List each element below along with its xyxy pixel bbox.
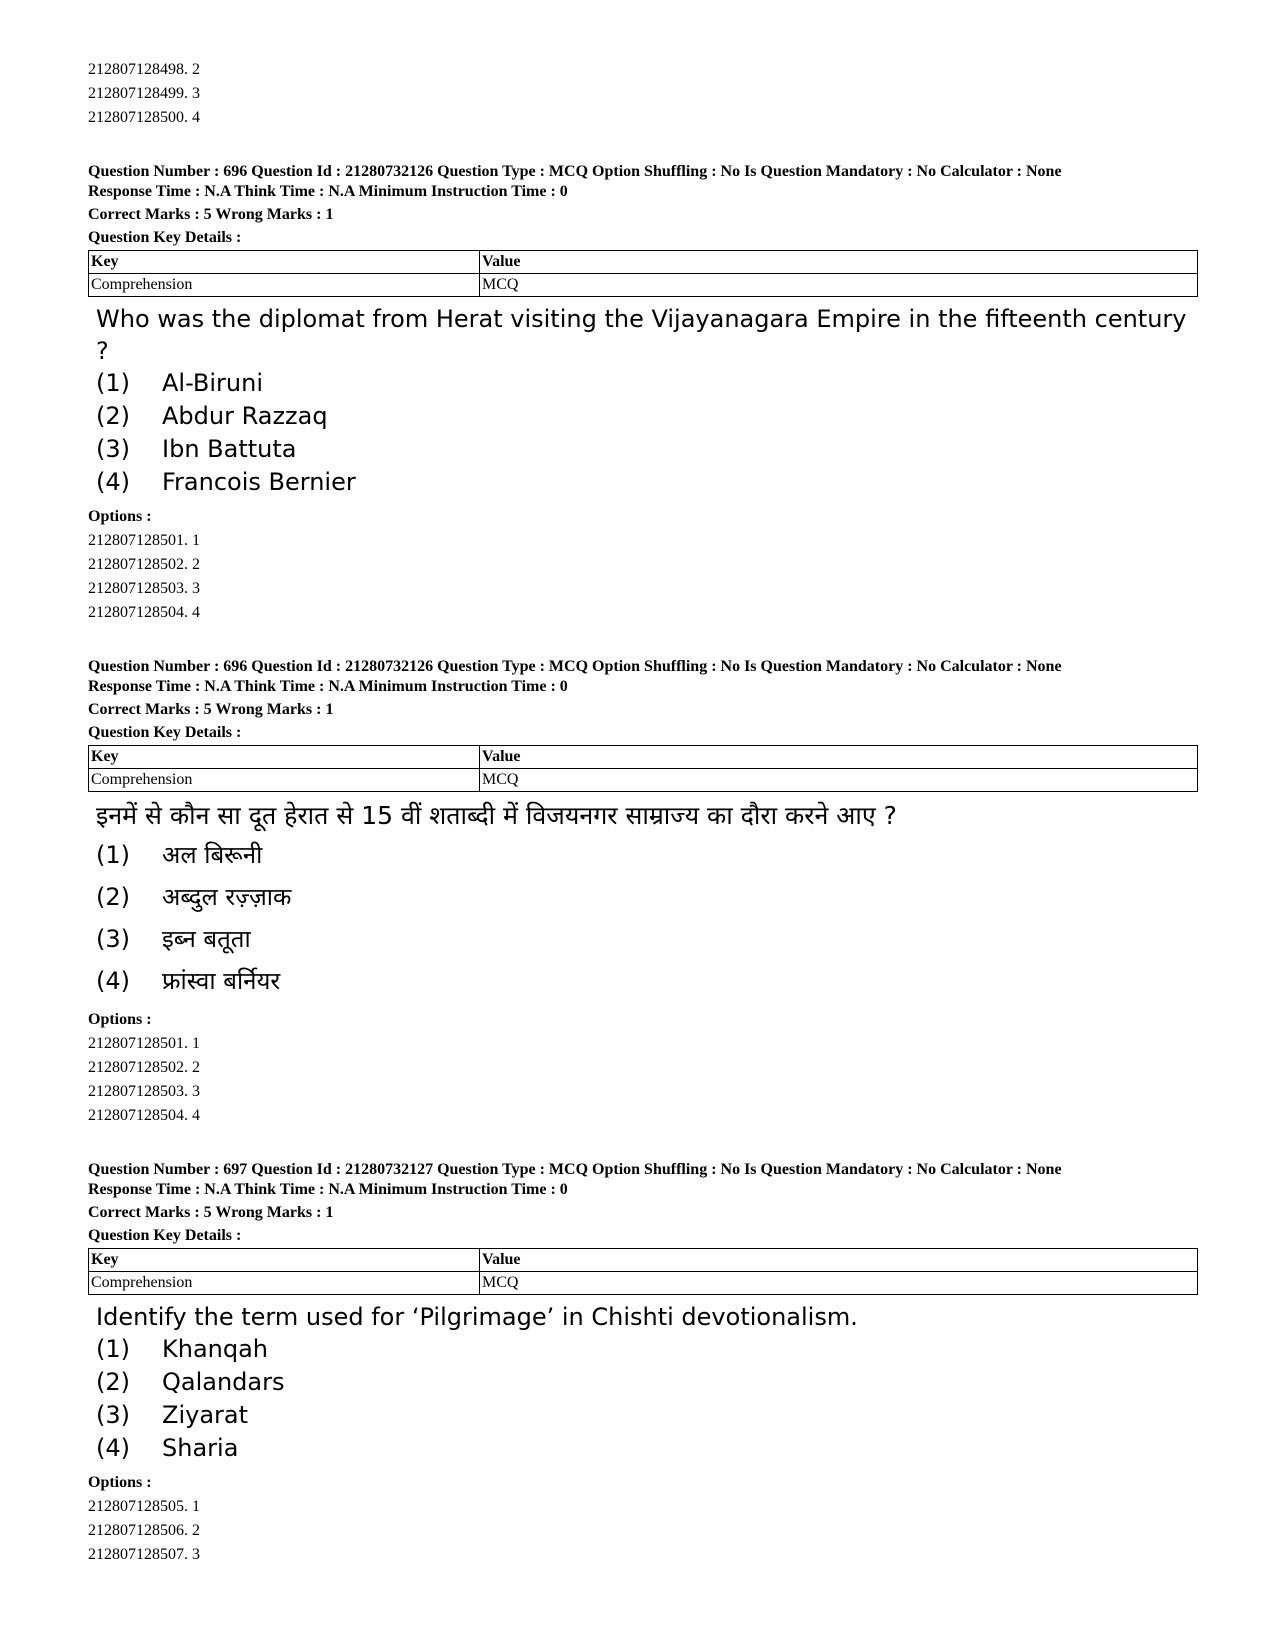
choice-number: (4)	[96, 967, 130, 995]
choice-text: फ्रांस्वा बर्नियर	[162, 967, 281, 995]
choice-item	[88, 1432, 1198, 1465]
choice-text: इब्न बतूता	[162, 925, 251, 953]
key-details-table	[88, 1248, 1198, 1295]
key-header: Key	[89, 1249, 480, 1272]
choice-item	[88, 960, 1198, 1002]
choice-item	[88, 1399, 1198, 1432]
choice-number: (2)	[96, 883, 130, 911]
option-line: 212807128502. 2	[88, 1059, 200, 1076]
question-timing: Response Time : N.A Think Time : N.A Minimum Instruction Time : 0	[88, 1181, 568, 1198]
question-marks: Correct Marks : 5 Wrong Marks : 1	[88, 206, 334, 223]
question-marks: Correct Marks : 5 Wrong Marks : 1	[88, 701, 334, 718]
question-meta: Question Number : 696 Question Id : 21280732126 Question Type : MCQ Option Shuffling : No Is Question Mandatory : No Calculator : None	[88, 163, 1062, 180]
key-cell: Comprehension	[89, 769, 480, 792]
choice-number: (2)	[96, 402, 130, 430]
choice-text: Sharia	[162, 1434, 239, 1462]
choice-number: (3)	[96, 1401, 130, 1429]
question-content	[88, 798, 1198, 1002]
option-line: 212807128503. 3	[88, 580, 200, 597]
choice-item	[88, 433, 1198, 466]
options-label: Options :	[88, 1474, 152, 1491]
choice-text: Al-Biruni	[162, 369, 263, 397]
option-line: 212807128499. 3	[88, 85, 200, 102]
choice-number: (4)	[96, 1434, 130, 1462]
choice-item	[88, 466, 1198, 499]
key-cell: Comprehension	[89, 1272, 480, 1295]
choice-item	[88, 400, 1198, 433]
choice-text: Abdur Razzaq	[162, 402, 328, 430]
choice-number: (2)	[96, 1368, 130, 1396]
key-details-label: Question Key Details :	[88, 724, 242, 741]
option-line: 212807128500. 4	[88, 109, 200, 126]
options-label: Options :	[88, 508, 152, 525]
question-marks: Correct Marks : 5 Wrong Marks : 1	[88, 1204, 334, 1221]
options-list	[88, 529, 1198, 625]
options-list	[88, 1495, 1198, 1567]
value-cell: MCQ	[480, 769, 1198, 792]
choice-number: (3)	[96, 435, 130, 463]
option-line: 212807128504. 4	[88, 604, 200, 621]
key-cell: Comprehension	[89, 274, 480, 297]
value-header: Value	[480, 746, 1198, 769]
question-block-697-en	[88, 1160, 1198, 1567]
option-line: 212807128501. 1	[88, 1035, 200, 1052]
choice-text: अब्दुल रज़्ज़ाक	[162, 883, 292, 911]
choice-item	[88, 834, 1198, 876]
option-line: 212807128507. 3	[88, 1546, 200, 1563]
choice-item	[88, 918, 1198, 960]
key-details-label: Question Key Details :	[88, 229, 242, 246]
top-options-list	[88, 58, 1198, 130]
choice-text: अल बिरूनी	[162, 841, 263, 869]
choice-item	[88, 367, 1198, 400]
options-label: Options :	[88, 1011, 152, 1028]
question-text: इनमें से कौन सा दूत हेरात से 15 वीं शताब्दी में विजयनगर साम्राज्य का दौरा करने आए ?	[96, 801, 897, 830]
key-header: Key	[89, 251, 480, 274]
question-content	[88, 1301, 1198, 1465]
options-list	[88, 1032, 1198, 1128]
question-text: Who was the diplomat from Herat visiting the Vijayanagara Empire in the fifteenth century ?	[96, 305, 1187, 365]
choice-number: (1)	[96, 369, 130, 397]
choice-text: Ibn Battuta	[162, 435, 297, 463]
value-cell: MCQ	[480, 1272, 1198, 1295]
question-content	[88, 303, 1198, 499]
key-details-table	[88, 250, 1198, 297]
option-line: 212807128502. 2	[88, 556, 200, 573]
question-meta: Question Number : 697 Question Id : 21280732127 Question Type : MCQ Option Shuffling : No Is Question Mandatory : No Calculator : None	[88, 1161, 1062, 1178]
option-line: 212807128501. 1	[88, 532, 200, 549]
option-line: 212807128505. 1	[88, 1498, 200, 1515]
choice-item	[88, 876, 1198, 918]
option-line: 212807128498. 2	[88, 61, 200, 78]
option-line: 212807128504. 4	[88, 1107, 200, 1124]
document-page	[88, 58, 1198, 1567]
option-line: 212807128506. 2	[88, 1522, 200, 1539]
question-block-696-hi	[88, 657, 1198, 1128]
choice-text: Francois Bernier	[162, 468, 356, 496]
question-text: Identify the term used for ‘Pilgrimage’ in Chishti devotionalism.	[96, 1303, 858, 1331]
value-header: Value	[480, 251, 1198, 274]
choice-item	[88, 1333, 1198, 1366]
option-line: 212807128503. 3	[88, 1083, 200, 1100]
choice-text: Qalandars	[162, 1368, 285, 1396]
question-meta: Question Number : 696 Question Id : 21280732126 Question Type : MCQ Option Shuffling : No Is Question Mandatory : No Calculator : None	[88, 658, 1062, 675]
question-timing: Response Time : N.A Think Time : N.A Minimum Instruction Time : 0	[88, 183, 568, 200]
choice-number: (1)	[96, 1335, 130, 1363]
value-cell: MCQ	[480, 274, 1198, 297]
question-block-696-en	[88, 162, 1198, 625]
choice-number: (4)	[96, 468, 130, 496]
key-details-label: Question Key Details :	[88, 1227, 242, 1244]
choice-number: (1)	[96, 841, 130, 869]
choice-text: Ziyarat	[162, 1401, 249, 1429]
key-header: Key	[89, 746, 480, 769]
key-details-table	[88, 745, 1198, 792]
value-header: Value	[480, 1249, 1198, 1272]
question-timing: Response Time : N.A Think Time : N.A Minimum Instruction Time : 0	[88, 678, 568, 695]
choice-item	[88, 1366, 1198, 1399]
choice-number: (3)	[96, 925, 130, 953]
choice-text: Khanqah	[162, 1335, 269, 1363]
